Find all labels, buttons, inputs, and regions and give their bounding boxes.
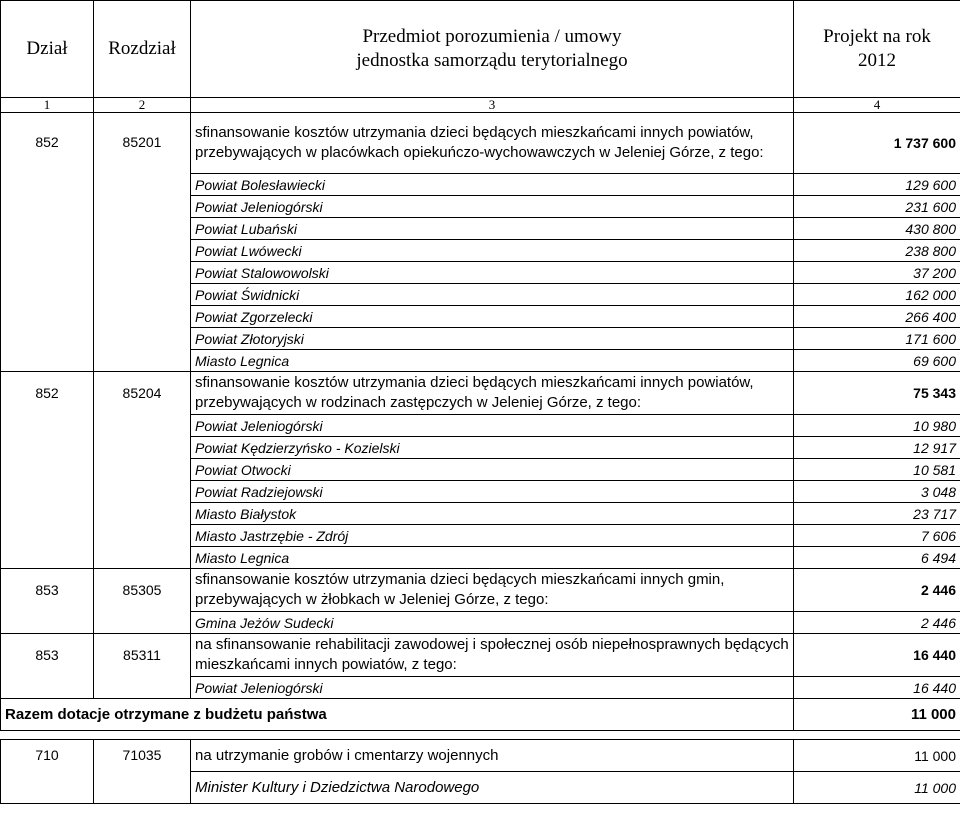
recipient-amount: 129 600 xyxy=(794,174,960,196)
rozdzial-cell: 85311 xyxy=(94,634,191,699)
description-cell: na sfinansowanie rehabilitacji zawodowej i społecznej osób niepełnosprawnych będących mieszkańcami innych powiatów, z tego: xyxy=(191,634,794,677)
total-row xyxy=(1,699,960,731)
dzial-cell: 852 xyxy=(1,372,94,569)
recipient-amount: 23 717 xyxy=(794,503,960,525)
header-projekt-line2: 2012 xyxy=(858,50,896,71)
recipient-amount: 238 800 xyxy=(794,240,960,262)
recipient-name: Minister Kultury i Dziedzictwa Narodowego xyxy=(191,772,794,804)
amount-cell: 75 343 xyxy=(794,372,960,415)
recipient-name: Powiat Otwocki xyxy=(191,459,794,481)
dzial-cell: 852 xyxy=(1,113,94,372)
total-label: Razem dotacje otrzymane z budżetu państwa xyxy=(1,699,794,731)
dzial-cell: 853 xyxy=(1,634,94,699)
total-amount: 11 000 xyxy=(794,699,960,731)
header-row xyxy=(1,1,960,98)
recipient-amount: 69 600 xyxy=(794,350,960,372)
recipient-name: Gmina Jeżów Sudecki xyxy=(191,612,794,634)
recipient-name: Powiat Świdnicki xyxy=(191,284,794,306)
recipient-amount: 3 048 xyxy=(794,481,960,503)
header-przedmiot xyxy=(191,1,794,98)
recipient-amount: 2 446 xyxy=(794,612,960,634)
recipient-name: Powiat Jeleniogórski xyxy=(191,196,794,218)
header-projekt xyxy=(794,1,960,98)
rozdzial-cell: 85201 xyxy=(94,113,191,372)
column-number: 4 xyxy=(794,98,960,113)
recipient-amount: 37 200 xyxy=(794,262,960,284)
amount-cell: 16 440 xyxy=(794,634,960,677)
description-cell: sfinansowanie kosztów utrzymania dzieci będących mieszkańcami innych powiatów, przebywających w rodzinach zastępczych w Jeleniej Górze, z tego: xyxy=(191,372,794,415)
recipient-name: Powiat Bolesławiecki xyxy=(191,174,794,196)
recipient-amount: 231 600 xyxy=(794,196,960,218)
recipient-name: Powiat Jeleniogórski xyxy=(191,415,794,437)
recipient-amount: 10 980 xyxy=(794,415,960,437)
amount-cell: 11 000 xyxy=(794,740,960,772)
recipient-amount: 12 917 xyxy=(794,437,960,459)
recipient-name: Miasto Jastrzębie - Zdrój xyxy=(191,525,794,547)
recipient-amount: 11 000 xyxy=(794,772,960,804)
recipient-name: Powiat Kędzierzyńsko - Kozielski xyxy=(191,437,794,459)
table-row xyxy=(1,113,960,174)
rozdzial-cell: 71035 xyxy=(94,740,191,804)
header-przedmiot-line1: Przedmiot porozumienia / umowy xyxy=(362,26,622,47)
recipient-name: Powiat Jeleniogórski xyxy=(191,677,794,699)
recipient-amount: 430 800 xyxy=(794,218,960,240)
description-cell: na utrzymanie grobów i cmentarzy wojennych xyxy=(191,740,794,772)
table-row xyxy=(1,372,960,415)
recipient-name: Powiat Zgorzelecki xyxy=(191,306,794,328)
description-cell: sfinansowanie kosztów utrzymania dzieci będących mieszkańcami innych powiatów, przebywających w placówkach opiekuńczo-wychowawczych w Jeleniej Górze, z tego: xyxy=(191,113,794,174)
amount-cell: 2 446 xyxy=(794,569,960,612)
amount-cell: 1 737 600 xyxy=(794,113,960,174)
recipient-amount: 266 400 xyxy=(794,306,960,328)
recipient-amount: 10 581 xyxy=(794,459,960,481)
recipient-name: Miasto Białystok xyxy=(191,503,794,525)
recipient-name: Miasto Legnica xyxy=(191,350,794,372)
recipient-name: Miasto Legnica xyxy=(191,547,794,569)
recipient-amount: 171 600 xyxy=(794,328,960,350)
dzial-cell: 853 xyxy=(1,569,94,634)
column-number: 1 xyxy=(1,98,94,113)
table-row xyxy=(1,740,960,772)
column-number: 2 xyxy=(94,98,191,113)
rozdzial-cell: 85204 xyxy=(94,372,191,569)
recipient-amount: 162 000 xyxy=(794,284,960,306)
description-cell: sfinansowanie kosztów utrzymania dzieci będących mieszkańcami innych gmin, przebywających w żłobkach w Jeleniej Górze, z tego: xyxy=(191,569,794,612)
spacer xyxy=(1,731,960,740)
spacer-row xyxy=(1,731,960,740)
rozdzial-cell: 85305 xyxy=(94,569,191,634)
recipient-name: Powiat Radziejowski xyxy=(191,481,794,503)
table-row xyxy=(1,569,960,612)
recipient-amount: 7 606 xyxy=(794,525,960,547)
column-number: 3 xyxy=(191,98,794,113)
recipient-name: Powiat Stalowowolski xyxy=(191,262,794,284)
recipient-amount: 16 440 xyxy=(794,677,960,699)
column-number-row xyxy=(1,98,960,113)
header-przedmiot-line2: jednostka samorządu terytorialnego xyxy=(356,50,628,71)
table-row xyxy=(1,634,960,677)
dzial-cell: 710 xyxy=(1,740,94,804)
header-rozdzial: Rozdział xyxy=(94,1,191,98)
recipient-name: Powiat Lwówecki xyxy=(191,240,794,262)
header-dzial: Dział xyxy=(1,1,94,98)
recipient-name: Powiat Lubański xyxy=(191,218,794,240)
recipient-name: Powiat Złotoryjski xyxy=(191,328,794,350)
header-projekt-line1: Projekt na rok xyxy=(823,26,931,47)
recipient-amount: 6 494 xyxy=(794,547,960,569)
